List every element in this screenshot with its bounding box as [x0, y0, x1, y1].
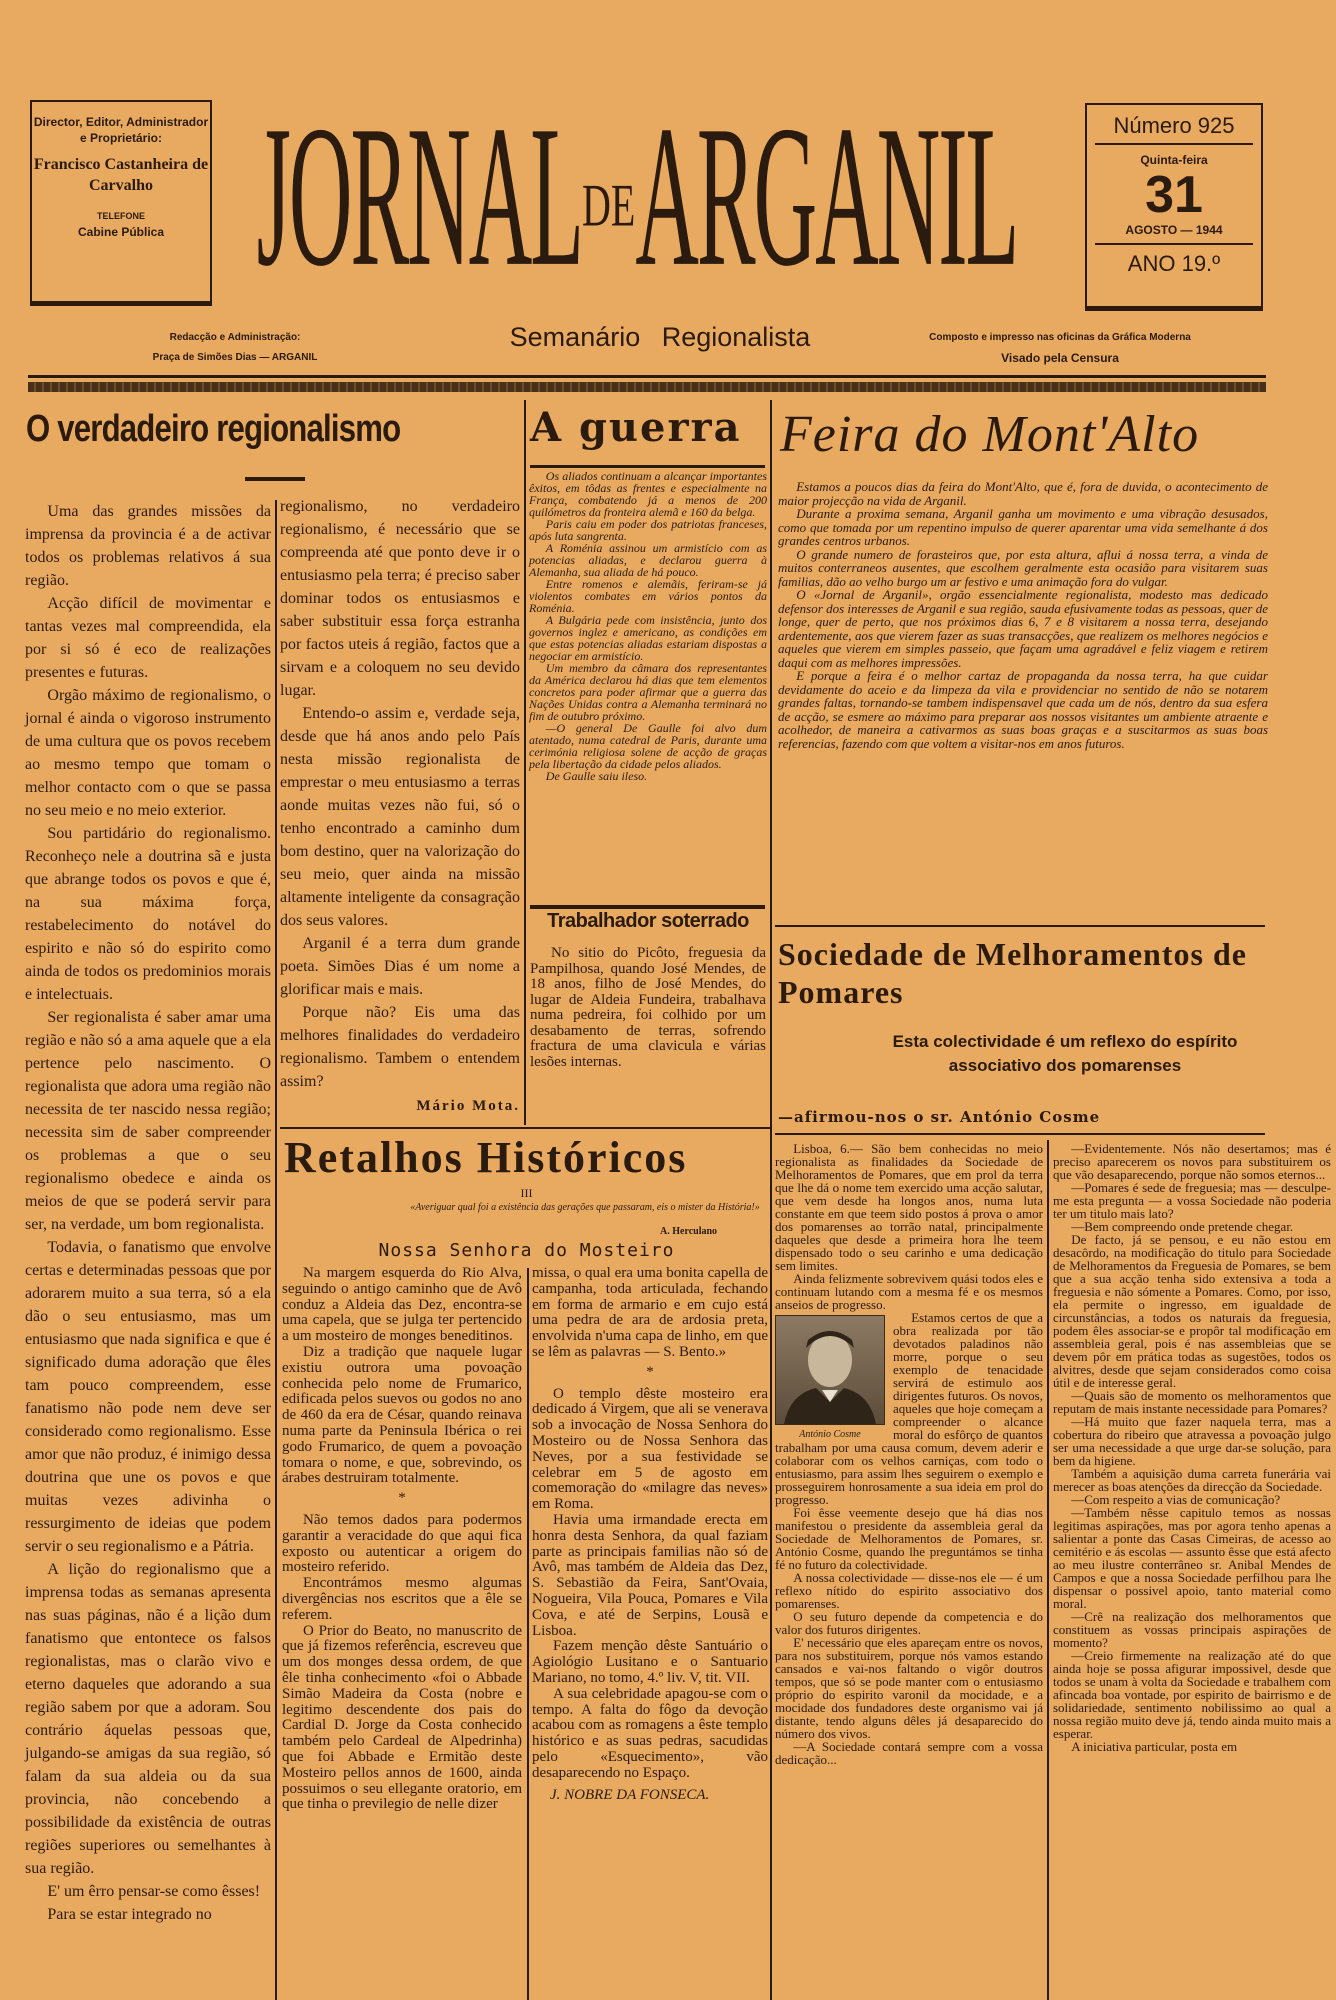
article-regionalismo-col2	[280, 495, 520, 1118]
editor-name: Francisco Castanheira de Carvalho	[33, 156, 209, 194]
paragraph: Uma das grandes missões da imprensa da provincia é a de activar todos os problemas relativos á sua região.	[25, 503, 271, 589]
paragraph: —Pomares é sede de freguesia; mas — desculpe-me esta pregunta — a vossa Sociedade não poderia ter um titulo mais lato?	[1053, 1180, 1331, 1221]
paragraph: Fazem menção dêste Santuário o Agiológio Lusitano e o Santuario Mariano, no tomo, 4.º liv. V, tit. VII.	[532, 1638, 768, 1686]
paragraph: Orgão máximo de regionalismo, o jornal é ainda o vigoroso instrumento de uma cultura que os povos recebem ao mesmo tempo que tomam o melhor contacto com o que se passa no seu meio e no meio exterior.	[25, 687, 271, 819]
issue-weekday: Quinta-feira	[1140, 153, 1208, 167]
issue-number: Número 925	[1095, 105, 1253, 145]
paragraph: —Com respeito a vias de comunicação?	[1071, 1492, 1281, 1507]
article-byline-sociedade: —afirmou-nos o sr. António Cosme	[778, 1108, 1101, 1126]
paragraph: A iniciativa particular, posta em	[1071, 1739, 1238, 1754]
article-title-trabalhador: Trabalhador soterrado	[547, 910, 749, 932]
phone-value: Cabine Pública	[77, 225, 165, 239]
paragraph: —Crê na realização dos melhoramentos que constituem as vossas principais aspirações de momento?	[1053, 1609, 1331, 1650]
article-guerra	[529, 470, 767, 782]
article-title-guerra: A guerra	[530, 404, 742, 451]
article-author: J. NOBRE DA FONSECA.	[550, 1786, 710, 1803]
section-separator: *	[646, 1363, 654, 1380]
title-underline	[245, 477, 305, 481]
paragraph: Estamos a poucos dias da feira do Mont'Alto, que é, fora de duvida, o acontecimento de maior projecção na vida de Arganil.	[778, 479, 1268, 508]
paragraph: Estamos certos de que a obra realizada por tão devotados paladinos não morre, porque o seu exemplo de tenacidade servirá de estimulo aos dirigentes futuros. Os novos, aqueles que hoje começam a compreender o alcance moral do esfôrço de quantos trabalham por uma causa comum, devem aderir e colaborar com os velhos carniças, com todo o entusiasmo, para assim lhes seguirem o exemplo e prosseguirem honrosamente a sua ideia em prol do progresso.	[775, 1310, 1043, 1507]
article-number: III	[520, 1186, 533, 1200]
section-rule	[775, 925, 1265, 927]
printer: Composto e impresso nas oficinas da Gráfica Moderna	[929, 332, 1191, 343]
article-feira	[778, 480, 1268, 750]
paragraph: —Também nêsse capitulo temos as nossas legitimas aspirações, mas por agora tenho apenas a salientar a ponte das Casas Cimeiras, de acesso ao cemitério e ás escolas — assunto êsse que está afecto ao meu ilustre conterrâneo sr. Anibal Mendes de Campos e que a nossa Sociedade perfilhou para lhe dispensar o possivel apoio, tanto material como moral.	[1053, 1505, 1331, 1611]
paragraph: A Roménia assinou um armistício com as potencias aliadas, e declarou guerra à Alemanha, sua aliada de há pouco.	[529, 541, 767, 579]
article-title-regionalismo: O verdadeiro regionalismo	[26, 408, 401, 450]
paragraph: O seu futuro depende da competencia e do valor dos futuros dirigentes.	[775, 1609, 1043, 1637]
newspaper-title	[222, 86, 1052, 311]
paragraph: A Bulgária pede com insistência, junto dos governos inglez e americano, as condições em que estas potencias aliadas estariam dispostas a negociar em armistício.	[529, 613, 767, 663]
portrait-image	[775, 1315, 885, 1425]
paragraph: A lição do regionalismo que a imprensa todas as semanas apresenta nas suas páginas, não é a lição dum fanatismo que entontece os falsos regionalistas, mas o clarão vivo e eterno daqueles que adorando a sua região sabem por que a adoram. Sou contrário áquelas pessoas que, julgando-se amigas da sua região, só falam da sua aldeia ou da sua provincia, não concebendo a possibilidade da existência de outras regiões superiores ou semelhantes à sua região.	[25, 1561, 271, 1877]
paragraph: —Creio firmemente na realização até do que ainda hoje se possa afigurar impossivel, desde que todos se unam à volta da Sociedade e trabalhem com afincada boa vontade, por espirito de bairrismo e de solidariedade, sentimento nobilissimo ao qual a nossa região muito deve já, tendo ainda muito mais a esperar.	[1053, 1648, 1331, 1741]
article-retalhos-col2-text	[532, 1266, 768, 1782]
paragraph: Havia uma irmandade erecta em honra desta Senhora, da qual faziam parte as principais familias não só de Avô, mas também de Aldeia das Dez, S. Sebastião da Feira, Sant'Ovaia, Nogueira, Vila Pouca, Pomares e Vila Cova, e até de Serpins, Lousã e Lisboa.	[532, 1511, 768, 1639]
photo-caption: António Cosme	[799, 1429, 861, 1440]
column-divider	[524, 400, 526, 1125]
paragraph: missa, o qual era uma bonita capella de campanha, toda articulada, fechando em forma de armario e em cujo está uma pedra de ara de ardosia preta, envolvida n'uma capa de linho, em que se lêm as palavras — S. Bento.»	[532, 1265, 768, 1360]
article-title-sociedade: Sociedade de Melhoramentos de Pomares	[778, 936, 1247, 1010]
paragraph: Para se estar integrado no	[47, 1906, 212, 1923]
paragraph: Todavia, o fanatismo que envolve certas e determinadas pessoas que por adorarem muito a sua terra, só a ela dão o seu entusiasmo, mas um entusiasmo que nada significa e que é significado duma adoração que êles tam pouco compreendem, esse fanatismo não pode nem deve ser considerado como regionalismo. Esse amor que não produz, é inimigo dessa doutrina que une os povos e que muitas vezes adivinha o ressurgimento de ideias que podem servir o seu regionalismo e a Pátria.	[25, 1239, 271, 1555]
article-title-retalhos: Retalhos Históricos	[284, 1133, 688, 1182]
issue-year: ANO 19.º	[1127, 251, 1221, 276]
censor: Visado pela Censura	[1001, 351, 1119, 365]
paragraph: Encontrámos mesmo algumas divergências nos escritos que a êle se referem.	[282, 1575, 522, 1623]
article-sociedade-col1-text	[775, 1142, 1043, 1766]
paragraph: No sitio do Picôto, freguesia da Pampilhosa, quando José Mendes, de 18 anos, filho de José Mendes, do lugar de Aldeia Fundeira, trabalhava numa pedreira, foi colhido por um desabamento de terras, sofrendo fractura de uma clavicula e várias lesões internas.	[530, 945, 766, 1070]
paragraph: E porque a feira é o melhor cartaz de propaganda da nossa terra, ha que cuidar devidamente do aceio e da limpeza da vila e providenciar no sentido de não se notarem grandes faltas, tornando-se tambem indispensavel que cada um de nós, dentro da sua esfera de acção, se esmere ao máximo para preparar aos nossos visitantes um ambiente atraente e acolhedor, de maneira a cativarmos as suas boas graças e a suscitarmos as suas boas referencias, fazendo com que voltem a visitar-nos em anos futuros.	[778, 668, 1268, 751]
paragraph: A sua celebridade apagou-se com o tempo. A falta do fôgo da devoção acabou com as romagens a êste templo histórico e as suas pedras, sacudidas pelo «Esquecimento», vão desaparecendo no Espaço.	[532, 1685, 768, 1781]
paragraph: Também a aquisição duma carreta funerária vai merecer as boas atenções da direcção da Sociedade.	[1053, 1466, 1331, 1494]
paragraph: Lisboa, 6.— São bem conhecidas no meio regionalista as finalidades da Sociedade de Melhoramentos de Pomares, que em prol da terra que lhe dá o nome tem exercido uma acção salutar, que vem desde ha longos anos, numa luta constante em que teem sido postos á prova o amor dos pomarenses ao torrão natal, principalmente daqueles que desde a primeira hora lhe teem dispensado todo o seu carinho e uma dedicação sem limites.	[775, 1141, 1043, 1273]
article-subtitle-nossa-senhora: Nossa Senhora do Mosteiro	[378, 1240, 675, 1261]
column-divider	[527, 1268, 529, 2000]
phone-label: TELEFONE	[96, 211, 145, 221]
paragraph: Paris caiu em poder dos patriotas franceses, após luta sangrenta.	[529, 517, 767, 543]
paragraph: Não temos dados para podermos garantir a veracidade do que aqui fica exposto ou autenticar a origem do mosteiro referido.	[282, 1511, 522, 1576]
section-rule	[530, 905, 765, 909]
paragraph: Diz a tradição que naquele lugar existiu outrora uma povoação conhecida pelo nome de Frumarico, edificada pelos suevos ou godos no ano de 460 da era de César, quando reinava numa parte da Peninsula Ibérica o rei godo Frumarico, de quem a povoação tomara o nome, e que, sobrevindo, os árabes destruiram totalmente.	[282, 1343, 522, 1487]
paragraph: Acção difícil de movimentar e tantas vezes mal compreendida, ela por si só é eco de realizações presentes e futuras.	[25, 595, 271, 681]
paragraph: O templo dêste mosteiro era dedicado á Virgem, que ali se venerava sob a invocação de Nossa Senhora do Mosteiro ou de Nossa Senhora das Neves, por a sua festividade se celebrar em 5 de agosto em comemoração do «milagre das neves» em Roma.	[532, 1385, 768, 1513]
column-divider	[1047, 1140, 1049, 2000]
paragraph: Os aliados continuam a alcançar importantes êxitos, em tôdas as frentes e especialmente na França, combatendo já a menos de 200 quilómetros da fronteira alemã e 160 da belga.	[529, 469, 767, 519]
paragraph: A nossa colectividade — disse-nos ele — é um reflexo nítido do espirito associativo dos pomarenses.	[775, 1570, 1043, 1611]
article-sociedade-col1	[775, 1142, 1043, 1766]
paragraph: Ser regionalista é saber amar uma região e não só a ama aquele que a ela pertence pelo nascimento. O regionalista que adora uma região não necessita de ter nascido nessa região; necessita sim de saber compreender os problemas a que o seu regionalismo obedece e ainda os meios de que se poderá servir para ser, na verdade, um bom regionalista.	[25, 1009, 271, 1233]
article-sociedade-col2	[1053, 1142, 1331, 1753]
paragraph: Durante a proxima semana, Arganil ganha um movimento e uma vibração desusados, como que tomada por um repentino impulso de querer aparentar uma vida semelhante á dos grandes centros urbanos.	[778, 506, 1268, 548]
paragraph: Entre romenos e alemãis, feriram-se já violentos combates em vários pontos da Roménia.	[529, 577, 767, 615]
paragraph: O Prior do Beato, no manuscrito de que já fizemos referência, escreveu que um dos monges dessa ordem, de que êle tinha conhecimento «foi o Abbade Simão Madeira da Costa (nobre e legitimo descendente dos pais do Cardial D. Jorge da Costa conhecido também pelo Cardeal de Alpedrinha) que foi Abbade e Ermitão deste Mosteiro pellos annos de 1600, ainda possuimos o seu ellegante oratorio, em que tinha o previlegio de nelle dizer	[282, 1622, 522, 1813]
paragraph: —Evidentemente. Nós não desertamos; mas é preciso aparecerem os novos para substituirem os que vão desaparecendo, porque não somos eternos...	[1053, 1141, 1331, 1182]
section-rule	[530, 465, 765, 468]
paragraph: —Bem compreendo onde pretende chegar.	[1071, 1219, 1294, 1234]
paragraph: O «Jornal de Arganil», orgão essencialmente regionalista, modesto mas dedicado defensor dos interesses de Arganil e sua região, sauda efusivamente todas as pessoas, quer de longe, quer de perto, que nos próximos dias 6, 7 e 8 visitarem a nossa terra, desejando ardentemente, aos que vierem fazer as suas transacções, que realizem os melhores negócios e aqueles que vierem em simples passeio, que façam uma agradável e feliz viagem e retirem daqui com as melhores impressões.	[778, 587, 1268, 670]
masthead-ornament-rule	[28, 382, 1266, 392]
paragraph: Na margem esquerda do Rio Alva, seguindo o antigo caminho que de Avô conduz a Aldeia das Dez, encontra-se uma capela, que se julga ter pertencido a um mosteiro de monges beneditinos.	[282, 1265, 522, 1345]
paragraph: De Gaulle saiu ileso.	[545, 769, 648, 783]
paragraph: Um membro da câmara dos representantes da América declarou há dias que tem elementos concretos para poder afirmar que a guerra das Nações Unidas contra a Alemanha terminará no fim de outubro próximo.	[529, 661, 767, 723]
column-divider	[770, 400, 772, 2000]
masthead-rule	[28, 375, 1266, 378]
issue-month-year: AGOSTO — 1944	[1095, 223, 1253, 245]
article-author: Mário Mota.	[416, 1098, 520, 1114]
paragraph: Porque não? Eis uma das melhores finalidades do verdadeiro regionalismo. Tambem o entendem assim?	[280, 1004, 520, 1090]
paragraph: E' um êrro pensar-se como êsses!	[47, 1883, 261, 1900]
subtitle: Semanário Regionalista	[509, 322, 811, 352]
title-jornal: JORNAL	[256, 86, 583, 310]
printer-block	[880, 328, 1240, 368]
address-label: Redacção e Administração:	[169, 332, 301, 343]
title-arganil: ARGANIL	[635, 86, 1018, 310]
address-block	[90, 328, 380, 368]
paragraph: Ainda felizmente sobrevivem quási todos eles e continuam lutando com a mesma fé e os mesmos anseios de progresso.	[775, 1271, 1043, 1312]
article-title-feira: Feira do Mont'Alto	[780, 406, 1200, 463]
portrait-photo	[775, 1315, 885, 1441]
paragraph: —Há muito que fazer naquela terra, mas a cobertura do ribeiro que atravessa a povoação julgo ser uma necessidade a que urge dar-se solução, para bem da higiene.	[1053, 1414, 1331, 1468]
paragraph: Entendo-o assim e, verdade seja, desde que há anos ando pelo País nesta missão regionalista de emprestar o meu entusiasmo a terras aonde muitas vezes não fui, só o tenho encontrado a caminho dum bom destino, quer na valorização do seu meio, quer ainda na missão altamente inteligente da consagração dos seus valores.	[280, 705, 520, 929]
section-rule	[280, 1127, 770, 1129]
paragraph: E' necessário que eles apareçam entre os novos, para nos substituirem, porque nós vamos estando cansados e vai-nos faltando o vigôr doutros tempos, que só se pode manter com o entusiasmo próprio do espirito varonil da mocidade, e a mocidade dos fundadores deste organismo vai já distante, tendo alguns dêles já desaparecido do número dos vivos.	[775, 1635, 1043, 1741]
editor-role: Director, Editor, Administrador e Proprietário:	[33, 115, 209, 145]
paragraph: O grande numero de forasteiros que, por esta altura, aflui á nossa terra, a vinda de muitos conterraneos ausentes, que escolhem geralmente esta ocasião para visitarem suas familias, dão ao velho burgo um ar festivo e uma animação fora do vulgar.	[778, 546, 1268, 589]
paragraph: —A Sociedade contará sempre com a vossa dedicação...	[775, 1739, 1043, 1767]
epigraph-author: A. Herculano	[660, 1226, 718, 1237]
section-separator: *	[398, 1490, 406, 1507]
column-divider	[275, 500, 277, 2000]
article-regionalismo-col2-text	[280, 495, 520, 1093]
article-trabalhador	[530, 946, 766, 1070]
paragraph: Foi êsse veemente desejo que há dias nos manifestou o presidente da assembleia geral da Sociedade de Melhoramentos de Pomares, sr. António Cosme, quando lhe preguntámos se tinha fé no futuro da colectividade.	[775, 1505, 1043, 1572]
section-rule	[775, 1133, 1265, 1135]
paragraph: regionalismo, no verdadeiro regionalismo, é necessário que se compreenda até que ponto deve ir o entusiasmo pela terra; é preciso saber dominar todos os entusiasmos e saber substituir essa força estranha por factos uteis á região, factos que a sirvam e a coloquem no seu devido lugar.	[280, 498, 520, 699]
epigraph: «Averiguar qual foi a existência das gerações que passaram, eis o mister da História!»	[410, 1202, 760, 1213]
issue-info-box	[1085, 103, 1263, 311]
address: Praça de Simões Dias — ARGANIL	[152, 352, 318, 363]
paragraph: —Quais são de momento os melhoramentos que reputam de mais instante necessidade para Pomares?	[1053, 1388, 1331, 1416]
article-retalhos-col2	[532, 1266, 768, 1803]
issue-day: 31	[1145, 166, 1203, 224]
paragraph: Arganil é a terra dum grande poeta. Simões Dias é um nome a glorificar mais e mais.	[280, 935, 520, 998]
editor-info-box	[30, 100, 212, 306]
paragraph: —O general De Gaulle foi alvo dum atentado, numa catedral de Paris, durante uma cerimónia religiosa solene de acção de graças pela libertação da cidade pelos aliados.	[529, 721, 767, 771]
paragraph: De facto, já se pensou, e eu não estou em desacôrdo, na modificação do titulo para Sociedade de Melhoramentos da Freguesia de Pomares, se bem que a sua acção tenha sido extensiva a toda a freguesia e não sómente a Pomares. Como, por isso, ela permite o ingresso, em igualdade de circunstâncias, a todos os naturais da freguesia, podem êles associar-se e propôr tal modificação em assembleia geral, pois é nas assembleias que se devem pôr em prática todas as sugestões, todos os alvitres, desde que sejam considerados como coisa útil e de interesse geral.	[1053, 1232, 1331, 1390]
article-retalhos-col1	[282, 1266, 522, 1813]
article-regionalismo-col1	[25, 500, 271, 1926]
article-subtitle-sociedade: Esta colectividade é um reflexo do espírito associativo dos pomarenses	[892, 1032, 1238, 1075]
title-de: DE	[582, 171, 636, 239]
paragraph: Sou partidário do regionalismo. Reconheço nele a doutrina sã e justa que abrange todos os povos e que é, na sua máxima força, restabelecimento do notável do espirito e não só do espirito como ainda de todos os predominios morais e intelectuais.	[25, 825, 271, 1003]
